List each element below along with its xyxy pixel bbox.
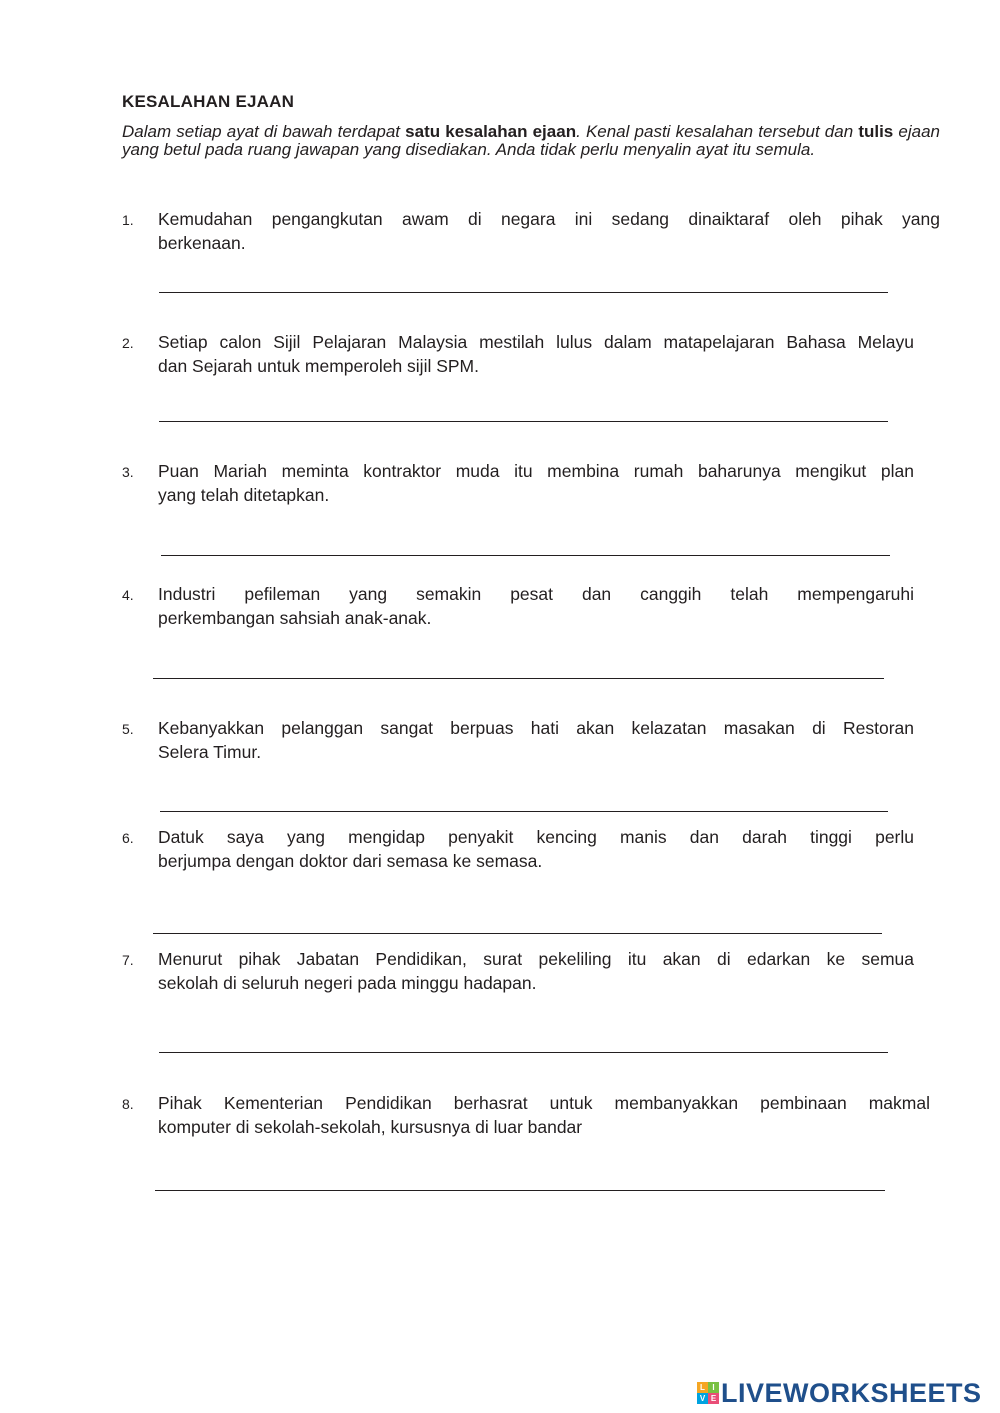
answer-line-4[interactable] [153, 678, 884, 679]
question-number: 7. [122, 952, 134, 968]
instruction-text: Dalam setiap ayat di bawah terdapat [122, 122, 406, 141]
instructions [122, 123, 940, 159]
logo-text: LIVEWORKSHEETS [721, 1377, 982, 1408]
question-line: dan Sejarah untuk memperoleh sijil SPM. [158, 356, 479, 376]
question-number: 6. [122, 830, 134, 846]
instruction-text: ejaan yang betul pada ruang jawapan yang disediakan. Anda tidak perlu menyalin ayat itu semula. [122, 122, 940, 159]
question-line: Setiap calon Sijil Pelajaran Malaysia mestilah lulus dalam matapelajaran Bahasa Melayu [158, 332, 914, 352]
question-line: yang telah ditetapkan. [158, 485, 330, 505]
question-number: 4. [122, 587, 134, 603]
question-text [158, 716, 914, 764]
page-title: KESALAHAN EJAAN [122, 92, 295, 111]
question-line: Industri pefileman yang semakin pesat dan canggih telah mempengaruhi [158, 584, 914, 604]
answer-line-6[interactable] [153, 933, 882, 934]
instruction-text: . Kenal pasti kesalahan tersebut dan [576, 122, 859, 141]
answer-line-7[interactable] [159, 1052, 888, 1053]
question-text [158, 330, 914, 378]
question-line: Kebanyakkan pelanggan sangat berpuas hati akan kelazatan masakan di Restoran [158, 718, 914, 738]
answer-line-2[interactable] [159, 421, 888, 422]
answer-line-8[interactable] [155, 1190, 885, 1191]
question-line: Menurut pihak Jabatan Pendidikan, surat pekeliling itu akan di edarkan ke semua [158, 949, 914, 969]
question-text [158, 825, 914, 873]
question-line: berkenaan. [158, 233, 246, 253]
question-line: Selera Timur. [158, 742, 262, 762]
question-line: komputer di sekolah-sekolah, kursusnya di luar bandar [158, 1117, 583, 1137]
instruction-emphasis: tulis [858, 122, 894, 141]
question-number: 5. [122, 721, 134, 737]
question-number: 8. [122, 1096, 134, 1112]
answer-line-5[interactable] [160, 811, 888, 812]
question-text [158, 207, 940, 255]
question-line: berjumpa dengan doktor dari semasa ke semasa. [158, 851, 543, 871]
question-text [158, 1091, 930, 1139]
question-line: Datuk saya yang mengidap penyakit kencing manis dan darah tinggi perlu [158, 827, 914, 847]
question-number: 3. [122, 464, 134, 480]
question-line: Pihak Kementerian Pendidikan berhasrat untuk membanyakkan pembinaan makmal [158, 1093, 930, 1113]
question-line: Kemudahan pengangkutan awam di negara ini sedang dinaiktaraf oleh pihak yang [158, 209, 940, 229]
question-line: Puan Mariah meminta kontraktor muda itu membina rumah baharunya mengikut plan [158, 461, 914, 481]
question-number: 1. [122, 212, 134, 228]
answer-line-3[interactable] [161, 555, 890, 556]
question-line: perkembangan sahsiah anak-anak. [158, 608, 432, 628]
logo-letter: V [697, 1393, 708, 1404]
liveworksheets-icon [697, 1382, 719, 1404]
question-text [158, 947, 914, 995]
logo-letter: I [708, 1382, 719, 1393]
question-number: 2. [122, 335, 134, 351]
liveworksheets-logo [697, 1378, 982, 1408]
question-text [158, 459, 914, 507]
answer-line-1[interactable] [159, 292, 888, 293]
logo-letter: E [708, 1393, 719, 1404]
question-text [158, 582, 914, 630]
instruction-emphasis: satu kesalahan ejaan [405, 122, 577, 141]
question-line: sekolah di seluruh negeri pada minggu hadapan. [158, 973, 537, 993]
logo-letter: L [697, 1382, 708, 1393]
